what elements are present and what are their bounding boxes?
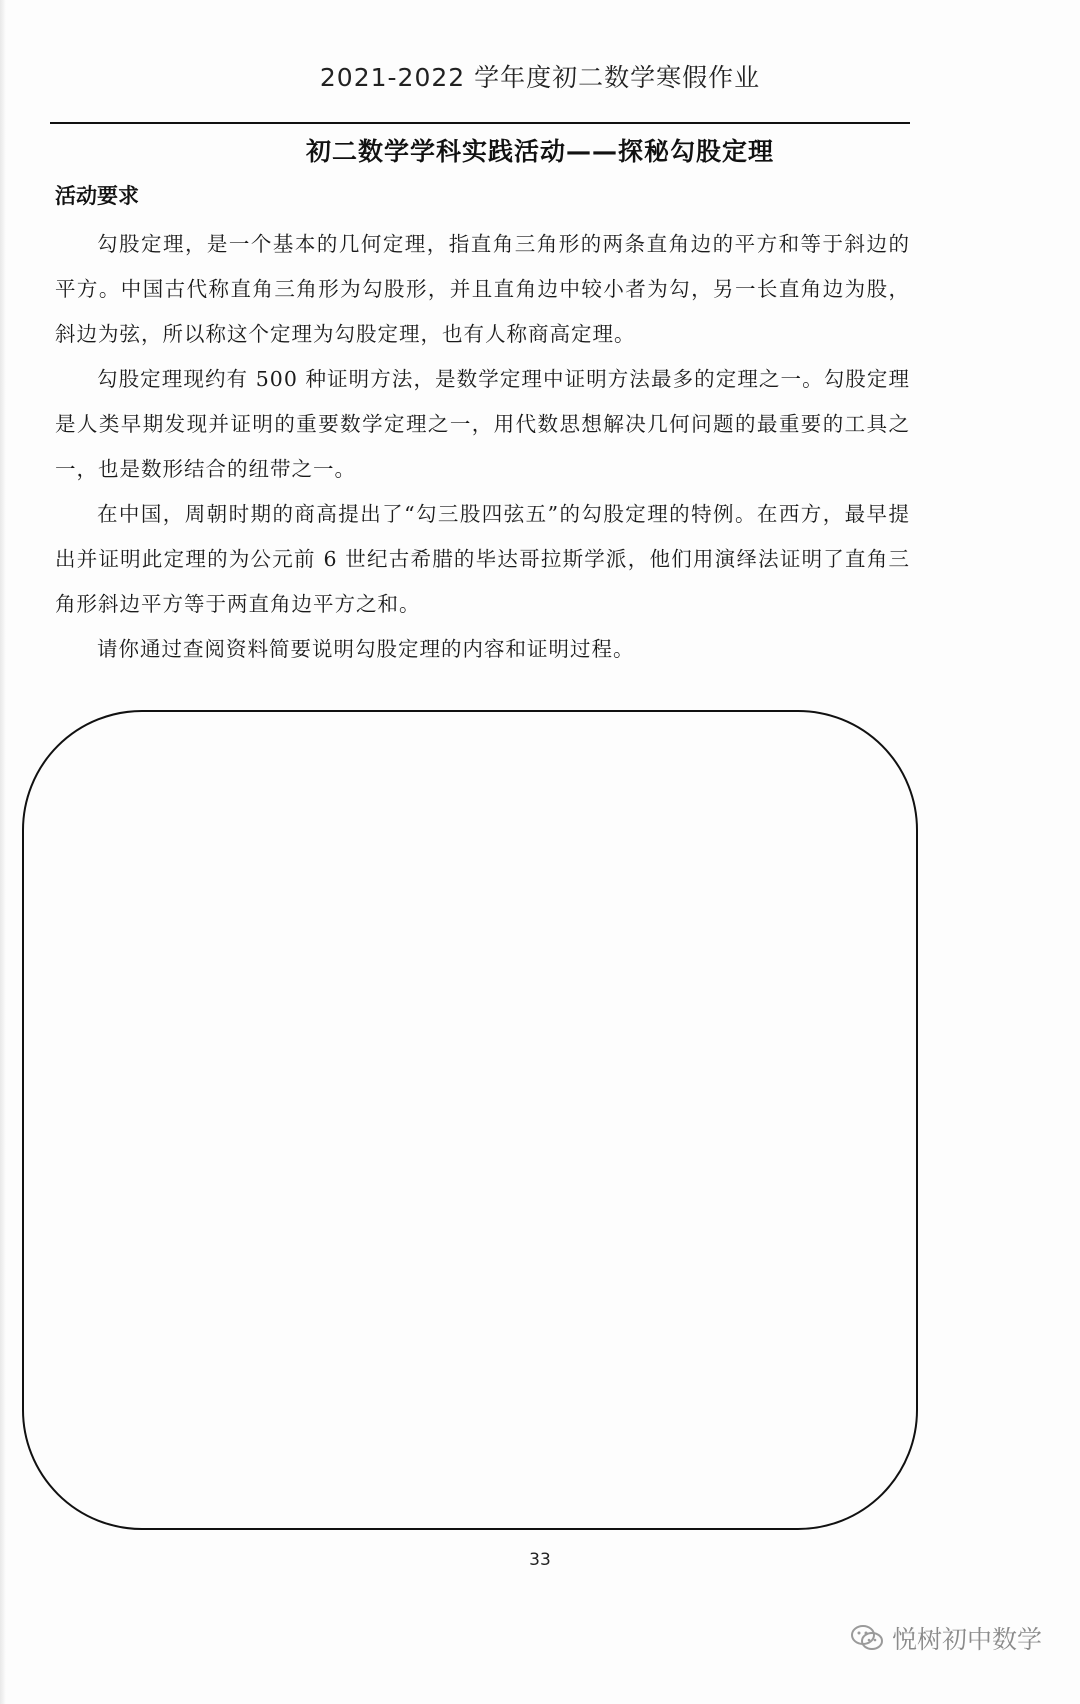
document-title: 初二数学学科实践活动——探秘勾股定理	[305, 137, 774, 166]
paragraph-4: 请你通过查阅资料简要说明勾股定理的内容和证明过程。	[97, 637, 635, 661]
wechat-icon	[850, 1624, 884, 1652]
watermark	[850, 1620, 1042, 1656]
paragraph-1: 勾股定理，是一个基本的几何定理，指直角三角形的两条直角边的平方和等于斜边的平方。中国古代称直角三角形为勾股形，并且直角边中较小者为勾，另一长直角边为股，斜边为弦，所以称这个定理为勾股定理，也有人称商高定理。	[55, 232, 910, 346]
scan-edge-shadow	[0, 0, 6, 1704]
page-number: 33	[529, 1550, 551, 1570]
header-divider	[50, 122, 910, 124]
paragraph-2: 勾股定理现约有 500 种证明方法，是数学定理中证明方法最多的定理之一。勾股定理是人类早期发现并证明的重要数学定理之一，用代数思想解决几何问题的最重要的工具之一，也是数形结合的纽带之一。	[55, 367, 910, 481]
page-header-title: 2021-2022 学年度初二数学寒假作业	[319, 63, 761, 92]
section-heading: 活动要求	[55, 184, 139, 208]
body-text	[55, 222, 910, 672]
paragraph-3: 在中国，周朝时期的商高提出了“勾三股四弦五”的勾股定理的特例。在西方，最早提出并证明此定理的为公元前 6 世纪古希腊的毕达哥拉斯学派，他们用演绎法证明了直角三角形斜边平方等于两直角边平方之和。	[55, 502, 910, 616]
watermark-text: 悦树初中数学	[891, 1625, 1042, 1654]
answer-box	[22, 710, 918, 1530]
